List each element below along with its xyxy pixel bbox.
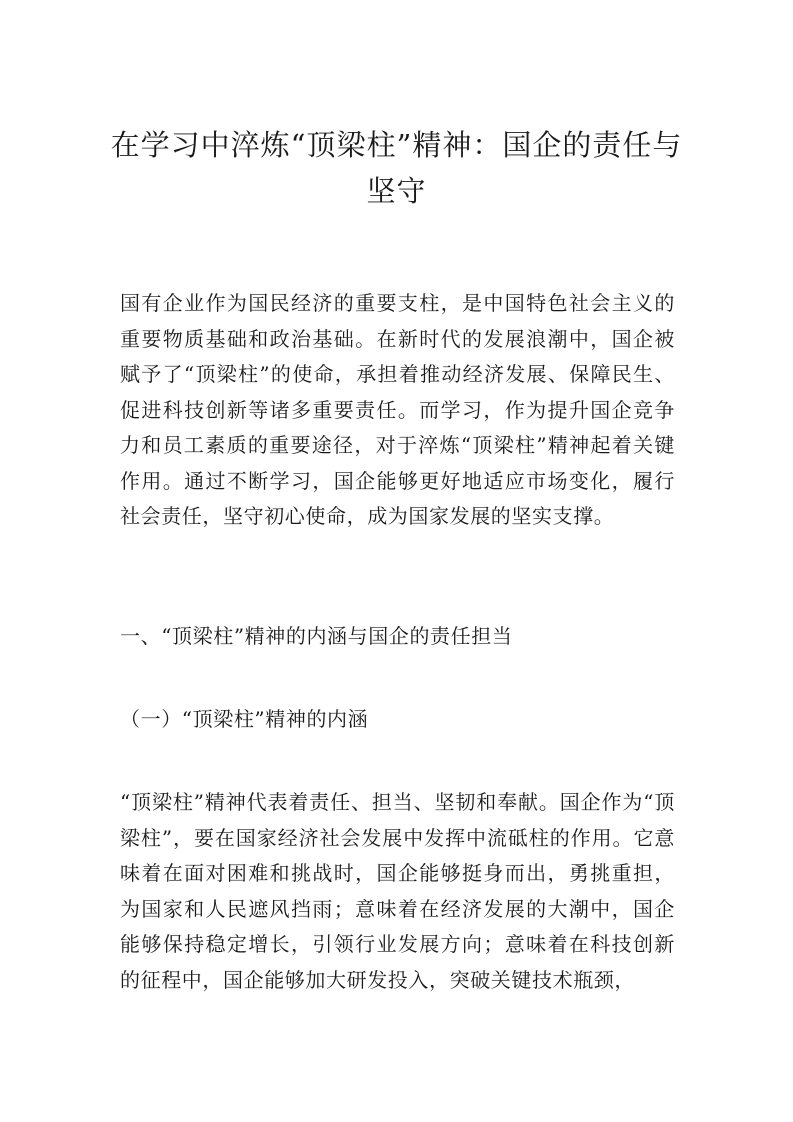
subsection-heading: （一）“顶梁柱”精神的内涵 bbox=[120, 707, 369, 731]
body-paragraph: “顶梁柱”精神代表着责任、担当、坚韧和奉献。国企作为“顶梁柱”，要在国家经济社会发展中发挥中流砥柱的作用。它意味着在面对困难和挑战时，国企能够挺身而出，勇挑重担，为国家和人民遮风挡雨；意味着在经济发展的大潮中，国企能够保持稳定增长，引领行业发展方向；意味着在科技创新的征程中，国企能够加大研发投入，突破关键技术瓶颈， bbox=[120, 790, 675, 992]
intro-paragraph: 国有企业作为国民经济的重要支柱，是中国特色社会主义的重要物质基础和政治基础。在新时代的发展浪潮中，国企被赋予了“顶梁柱”的使命，承担着推动经济发展、保障民生、促进科技创新等诸多重要责任。而学习，作为提升国企竞争力和员工素质的重要途径，对于淬炼“顶梁柱”精神起着关键作用。通过不断学习，国企能够更好地适应市场变化，履行社会责任，坚守初心使命，成为国家发展的坚实支撑。 bbox=[120, 291, 675, 528]
section-heading: 一、“顶梁柱”精神的内涵与国企的责任担当 bbox=[120, 624, 513, 648]
document-title: 在学习中淬炼“顶梁柱”精神：国企的责任与坚守 bbox=[110, 128, 683, 208]
